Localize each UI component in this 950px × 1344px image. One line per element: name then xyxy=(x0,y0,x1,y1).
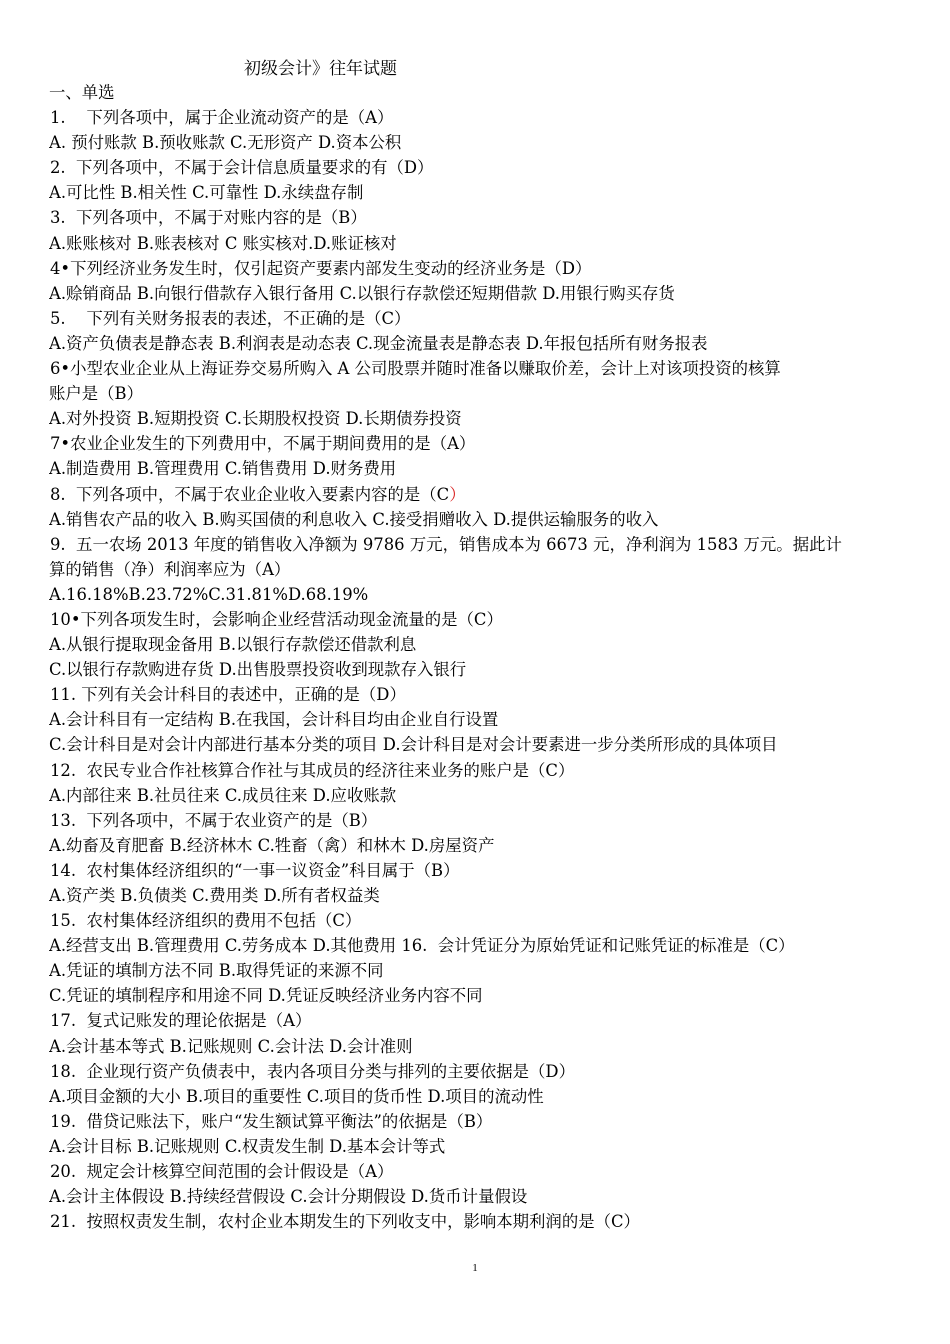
question-line xyxy=(49,356,907,381)
line-text: 15. 农村集体经济组织的费用不包括（C） xyxy=(50,911,362,931)
line-text: 6•小型农业企业从上海证券交易所购入 A 公司股票并随时准备以赚取价差，会计上对该项投资的核算 xyxy=(50,359,781,379)
line-text: A.内部往来 B.社员往来 C.成员往来 D.应收账款 xyxy=(49,785,397,805)
question-line xyxy=(49,607,907,632)
line-text: A.赊销商品 B.向银行借款存入银行备用 C.以银行存款偿还短期借款 D.用银行购买存货 xyxy=(49,283,675,303)
line-text: 11. 下列有关会计科目的表述中，正确的是（D） xyxy=(50,685,406,705)
question-line xyxy=(49,482,907,507)
answer-line xyxy=(49,507,907,532)
answer-line xyxy=(49,281,907,306)
line-text: 7•农业企业发生的下列费用中，不属于期间费用的是（A） xyxy=(50,434,476,454)
answer-line xyxy=(49,657,907,682)
line-text: 14. 农村集体经济组织的“一事一议资金”科目属于（B） xyxy=(50,860,460,880)
answer-line xyxy=(49,331,907,356)
line-text: A. 预付账款 B.预收账款 C.无形资产 D.资本公积 xyxy=(49,133,402,153)
question-line xyxy=(49,205,907,230)
answer-line xyxy=(49,632,907,657)
line-text: 4•下列经济业务发生时，仅引起资产要素内部发生变动的经济业务是（D） xyxy=(50,258,592,278)
line-text: 算的销售（净）利润率应为（A） xyxy=(49,559,291,579)
line-text: A.从银行提取现金备用 B.以银行存款偿还借款利息 xyxy=(49,635,417,655)
question-line xyxy=(49,1159,907,1184)
line-text: 18. 企业现行资产负债表中，表内各项目分类与排列的主要依据是（D） xyxy=(50,1061,575,1081)
line-text: A.会计科目有一定结构 B.在我国，会计科目均由企业自行设置 xyxy=(49,710,499,730)
answer-line xyxy=(49,883,907,908)
question-line xyxy=(49,1109,907,1134)
question-line xyxy=(49,105,907,130)
question-line xyxy=(49,155,907,180)
question-line xyxy=(49,1209,907,1234)
line-text: A.账账核对 B.账表核对 C 账实核对.D.账证核对 xyxy=(49,233,397,253)
answer-line xyxy=(49,381,907,406)
answer-line xyxy=(49,783,907,808)
line-text: 12. 农民专业合作社核算合作社与其成员的经济往来业务的账户是（C） xyxy=(50,760,575,780)
question-line xyxy=(49,682,907,707)
question-line xyxy=(49,808,907,833)
line-text: C.以银行存款购进存货 D.出售股票投资收到现款存入银行 xyxy=(49,660,467,680)
answer-line xyxy=(49,983,907,1008)
question-line xyxy=(49,306,907,331)
line-text: 2. 下列各项中，不属于会计信息质量要求的有（D） xyxy=(50,158,434,178)
line-text: 10•下列各项发生时，会影响企业经营活动现金流量的是（C） xyxy=(50,609,503,629)
line-text: 8. 下列各项中，不属于农业企业收入要素内容的是（C xyxy=(50,484,450,504)
answer-line xyxy=(49,958,907,983)
line-text: 21. 按照权责发生制，农村企业本期发生的下列收支中，影响本期利润的是（C） xyxy=(50,1212,640,1232)
line-text: A.凭证的填制方法不同 B.取得凭证的来源不同 xyxy=(49,961,384,981)
line-text: C.会计科目是对会计内部进行基本分类的项目 D.会计科目是对会计要素进一步分类所形成的具体项目 xyxy=(49,735,778,755)
question-line xyxy=(49,431,907,456)
answer-line xyxy=(49,231,907,256)
line-text: 13. 下列各项中，不属于农业资产的是（B） xyxy=(50,810,378,830)
line-text: A.幼畜及育肥畜 B.经济林木 C.牲畜（禽）和林木 D.房屋资产 xyxy=(49,835,495,855)
line-text: A.会计基本等式 B.记账规则 C.会计法 D.会计准则 xyxy=(49,1036,413,1056)
question-line xyxy=(49,908,907,933)
red-mark: ） xyxy=(449,484,466,504)
answer-line xyxy=(49,1034,907,1059)
line-text: 5. 下列有关财务报表的表述，不正确的是（C） xyxy=(50,308,411,328)
answer-line xyxy=(49,732,907,757)
answer-line xyxy=(49,180,907,205)
line-text: A.资产类 B.负债类 C.费用类 D.所有者权益类 xyxy=(49,886,380,905)
line-text: A.项目金额的大小 B.项目的重要性 C.项目的货币性 D.项目的流动性 xyxy=(49,1086,544,1106)
answer-line xyxy=(49,833,907,858)
answer-line xyxy=(49,582,907,607)
line-text: A.资产负债表是静态表 B.利润表是动态表 C.现金流量表是静态表 D.年报包括所有财务报表 xyxy=(49,333,708,353)
line-text: 20. 规定会计核算空间范围的会计假设是（A） xyxy=(50,1162,394,1182)
question-line xyxy=(49,1008,907,1033)
line-text: A.制造费用 B.管理费用 C.销售费用 D.财务费用 xyxy=(49,459,397,479)
answer-line xyxy=(49,1134,907,1159)
line-text: 3. 下列各项中，不属于对账内容的是（B） xyxy=(50,208,367,228)
line-text: 19. 借贷记账法下，账户“发生额试算平衡法”的依据是（B） xyxy=(50,1111,493,1131)
line-text: A.16.18%B.23.72%C.31.81%D.68.19% xyxy=(49,584,369,604)
answer-line xyxy=(49,557,907,582)
line-text: C.凭证的填制程序和用途不同 D.凭证反映经济业务内容不同 xyxy=(49,986,483,1006)
line-text: 9. 五一农场 2013 年度的销售收入净额为 9786 万元，销售成本为 6673 元，净利润为 1583 万元。据此计 xyxy=(50,534,842,554)
line-text: A.销售农产品的收入 B.购买国债的利息收入 C.接受捐赠收入 D.提供运输服务的收入 xyxy=(49,509,659,529)
answer-line xyxy=(49,1084,907,1109)
question-line xyxy=(49,858,907,883)
line-text: A.可比性 B.相关性 C.可靠性 D.永续盘存制 xyxy=(49,183,364,203)
answer-line xyxy=(49,406,907,431)
question-line xyxy=(49,532,907,557)
section-heading: 一、单选 xyxy=(49,83,115,102)
page-number: 1 xyxy=(472,1262,478,1274)
line-text: A.经营支出 B.管理费用 C.劳务成本 D.其他费用 16. 会计凭证分为原始凭证和记账凭证的标准是（C） xyxy=(49,936,795,956)
line-text: 1. 下列各项中，属于企业流动资产的是（A） xyxy=(50,108,394,128)
line-text: 17. 复式记账发的理论依据是（A） xyxy=(50,1011,312,1031)
question-line xyxy=(49,758,907,783)
answer-line xyxy=(49,1184,907,1209)
question-line xyxy=(49,256,907,281)
line-text: A.对外投资 B.短期投资 C.长期股权投资 D.长期债券投资 xyxy=(49,409,462,429)
line-text: A.会计主体假设 B.持续经营假设 C.会计分期假设 D.货币计量假设 xyxy=(49,1187,528,1207)
document-body xyxy=(49,80,907,1234)
answer-line xyxy=(49,130,907,155)
document-title: 初级会计》往年试题 xyxy=(244,59,397,79)
line-text: 账户是（B） xyxy=(49,384,143,404)
line-text: A.会计目标 B.记账规则 C.权责发生制 D.基本会计等式 xyxy=(49,1136,446,1156)
answer-line xyxy=(49,456,907,481)
answer-line xyxy=(49,933,907,958)
answer-line xyxy=(49,707,907,732)
question-line xyxy=(49,1059,907,1084)
